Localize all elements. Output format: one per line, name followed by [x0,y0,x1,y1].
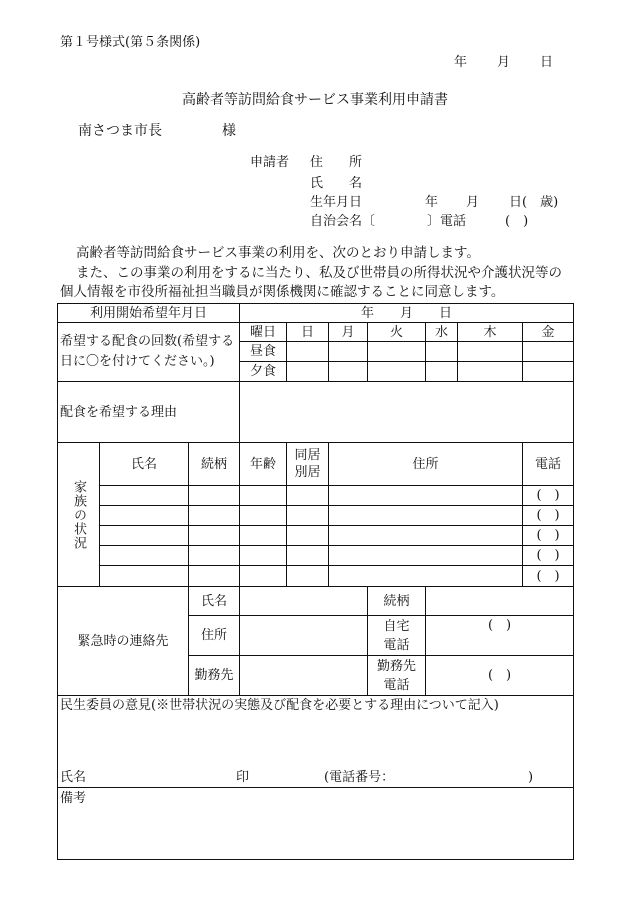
start-date-label: 利用開始希望年月日 [58,304,240,323]
opinion-tel-label: (電話番号： [324,770,395,785]
dinner-thu-cell[interactable] [458,362,523,382]
lunch-wed-cell[interactable] [426,342,458,362]
applicant-name-label: 氏 名 [310,176,363,191]
family-name-cell[interactable] [100,546,189,566]
family-col-name: 氏名 [100,443,189,486]
family-address-cell[interactable] [329,526,523,546]
opinion-seal-label: 印 [236,770,250,785]
family-address-cell[interactable] [329,486,523,506]
family-row [58,546,574,566]
opinion-cell[interactable] [58,696,574,788]
family-address-cell[interactable] [329,546,523,566]
emergency-name-row [58,587,574,616]
dinner-label: 夕食 [240,362,287,382]
reason-row [58,382,574,443]
family-col-age: 年齢 [240,443,287,486]
emergency-work-text: 勤務先 [376,658,416,674]
opinion-name-label: 氏名 [60,770,87,785]
opinion-row [58,696,574,788]
weekday-header: 曜日 [240,323,287,342]
date-month: 月 [497,55,511,70]
applicant-dob-day-age: 日( 歳) [509,195,559,210]
family-name-cell[interactable] [100,486,189,506]
family-phone-cell[interactable]: ( ) [523,526,574,546]
family-phone-cell[interactable]: ( ) [523,486,574,506]
lunch-mon-cell[interactable] [329,342,368,362]
lunch-tue-cell[interactable] [368,342,426,362]
family-header-row [58,443,574,486]
weekday-row [58,323,574,342]
family-name-cell[interactable] [100,526,189,546]
remarks-row [58,788,574,860]
statement-consent: また、この事業の利用をするに当たり、私及び世帯員の所得状況や介護状況等の個人情報を市役所福祉担当職員が関係機関に確認することに同意します。 [60,265,562,300]
reason-field[interactable] [240,382,574,443]
applicant-community: 自治会名〔 〕電話 ( ) [310,214,529,229]
applicant-dob-year: 年 [425,195,439,210]
family-relation-cell[interactable] [189,486,240,506]
emergency-name-field[interactable] [240,587,368,616]
family-relation-cell[interactable] [189,506,240,526]
emergency-work-label: 勤務先 [189,656,240,696]
page-title: 高齢者等訪問給食サービス事業利用申請書 [182,92,448,108]
applicant-dob-label: 生年月日 [310,195,363,210]
date-year: 年 [454,55,468,70]
family-name-cell[interactable] [100,506,189,526]
family-phone-cell[interactable]: ( ) [523,506,574,526]
family-phone-cell[interactable]: ( ) [523,566,574,587]
family-cohabit-cell[interactable] [287,546,329,566]
family-section-text: 家族の状況 [71,479,86,550]
dinner-sun-cell[interactable] [287,362,329,382]
emergency-work-field[interactable] [240,656,368,696]
addressee-honorific: 様 [222,123,236,139]
family-relation-cell[interactable] [189,526,240,546]
applicant-dob-month: 月 [466,195,480,210]
family-relation-cell[interactable] [189,566,240,587]
lunch-fri-cell[interactable] [523,342,574,362]
family-cohabit-cell[interactable] [287,526,329,546]
emergency-relation-label: 続柄 [368,587,426,616]
emergency-address-field[interactable] [240,616,368,656]
family-row [58,486,574,506]
emergency-home-phone-text: 電話 [383,637,410,653]
date-day: 日 [540,55,554,70]
emergency-work-phone-label [368,656,426,696]
form-number: 第１号様式(第５条関係) [60,35,201,50]
family-col-separate-text: 別居 [294,465,321,480]
emergency-address-label: 住所 [189,616,240,656]
family-col-address: 住所 [329,443,523,486]
start-date-field[interactable]: 年 月 日 [240,304,574,323]
family-cohabit-cell[interactable] [287,486,329,506]
family-age-cell[interactable] [240,506,287,526]
emergency-home-phone-label [368,616,426,656]
family-age-cell[interactable] [240,526,287,546]
family-address-cell[interactable] [329,566,523,587]
weekday-thu: 木 [458,323,523,342]
family-name-cell[interactable] [100,566,189,587]
weekday-fri: 金 [523,323,574,342]
opinion-label: 民生委員の意見(※世帯状況の実態及び配食を必要とする理由について記入) [60,698,499,713]
weekday-sun: 日 [287,323,329,342]
weekday-wed: 水 [426,323,458,342]
family-relation-cell[interactable] [189,546,240,566]
dinner-tue-cell[interactable] [368,362,426,382]
weekday-tue: 火 [368,323,426,342]
dinner-fri-cell[interactable] [523,362,574,382]
family-col-cohabit-text: 同居 [294,448,321,463]
statement-line-1: 高齢者等訪問給食サービス事業の利用を、次のとおり申請します。 [76,245,480,261]
family-age-cell[interactable] [240,546,287,566]
emergency-home-phone-field[interactable]: ( ) [426,616,574,656]
family-col-cohabit [287,443,329,486]
dinner-mon-cell[interactable] [329,362,368,382]
family-col-phone: 電話 [523,443,574,486]
emergency-work-phone-field[interactable]: ( ) [426,656,574,696]
emergency-relation-field[interactable] [426,587,574,616]
emergency-label: 緊急時の連絡先 [58,587,189,696]
family-cohabit-cell[interactable] [287,506,329,526]
dinner-wed-cell[interactable] [426,362,458,382]
family-row [58,566,574,587]
remarks-cell[interactable] [58,788,574,860]
start-date-row [58,304,574,323]
application-table [57,303,574,860]
emergency-home-text: 自宅 [383,618,410,634]
family-col-relation: 続柄 [189,443,240,486]
lunch-thu-cell[interactable] [458,342,523,362]
remarks-label: 備考 [60,791,87,806]
family-age-cell[interactable] [240,486,287,506]
meal-frequency-label: 希望する配食の回数(希望する日に〇を付けてください。) [58,323,240,382]
applicant-address-label: 住 所 [310,155,363,170]
family-age-cell[interactable] [240,566,287,587]
family-cohabit-cell[interactable] [287,566,329,587]
family-row [58,506,574,526]
opinion-tel-close: ) [528,770,534,785]
family-section-label [58,443,100,587]
reason-label: 配食を希望する理由 [58,382,240,443]
lunch-label: 昼食 [240,342,287,362]
applicant-label: 申請者 [250,155,290,170]
lunch-sun-cell[interactable] [287,342,329,362]
addressee-mayor: 南さつま市長 [78,123,162,139]
family-phone-cell[interactable]: ( ) [523,546,574,566]
emergency-name-label: 氏名 [189,587,240,616]
family-address-cell[interactable] [329,506,523,526]
family-row [58,526,574,546]
emergency-work-phone-text: 電話 [383,677,410,693]
weekday-mon: 月 [329,323,368,342]
